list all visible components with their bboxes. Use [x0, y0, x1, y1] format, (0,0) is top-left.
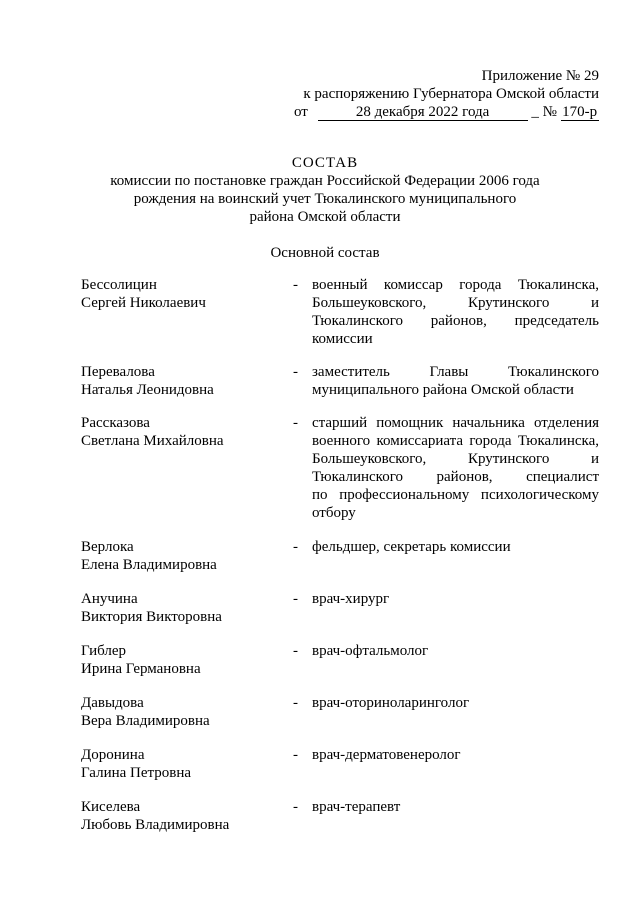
title-line-2: рождения на воинский учет Тюкалинского муниципального [133, 191, 517, 207]
role-line: Большеуковского, Крутинского и [312, 295, 599, 311]
member-dash: - [293, 747, 298, 763]
member-role [312, 414, 599, 522]
member-role [312, 798, 599, 816]
role-line: комиссии [312, 331, 373, 347]
member-dash: - [293, 799, 298, 815]
member-given-name: Вера Владимировна [81, 713, 210, 729]
appendix-number: Приложение № 29 [481, 68, 599, 84]
member-dash: - [293, 539, 298, 555]
member-dash: - [293, 415, 298, 431]
appendix-order-number: 170-р [562, 104, 598, 120]
role-line: врач-дерматовенеролог [312, 747, 461, 763]
member-surname: Рассказова [81, 415, 150, 431]
title-line-3: района Омской области [249, 209, 401, 225]
role-line: Тюкалинского районов, председатель [312, 313, 599, 329]
appendix-reference: к распоряжению Губернатора Омской области [303, 86, 599, 102]
member-dash: - [293, 277, 298, 293]
member-role [312, 538, 599, 556]
role-line: фельдшер, секретарь комиссии [312, 539, 511, 555]
member-name [81, 363, 281, 399]
member-given-name: Галина Петровна [81, 765, 192, 781]
role-line: муниципального района Омской области [312, 382, 574, 398]
role-line: врач-терапевт [312, 799, 401, 815]
role-line: старший помощник начальника отделения [312, 415, 599, 431]
role-line: врач-офтальмолог [312, 643, 429, 659]
member-dash: - [293, 364, 298, 380]
member-given-name: Елена Владимировна [81, 557, 217, 573]
appendix-date: 28 декабря 2022 года [318, 104, 528, 121]
role-line: врач-оториноларинголог [312, 695, 470, 711]
member-name [81, 746, 281, 782]
member-dash: - [293, 643, 298, 659]
member-role [312, 363, 599, 399]
member-role [312, 746, 599, 764]
role-line: врач-хирург [312, 591, 390, 607]
role-line: военного комиссариата города Тюкалинска, [312, 433, 599, 449]
title-main: СОСТАВ [291, 155, 359, 171]
member-name [81, 414, 281, 450]
title-line-1: комиссии по постановке граждан Российской Федерации 2006 года [110, 173, 540, 189]
member-name [81, 590, 281, 626]
member-role [312, 694, 599, 712]
member-name [81, 538, 281, 574]
section-subtitle: Основной состав [270, 245, 380, 261]
number-label: _ № [531, 104, 557, 120]
role-line: военный комиссар города Тюкалинска, [312, 277, 599, 293]
role-line: по профессиональному психологическому [312, 487, 599, 503]
member-name [81, 276, 281, 312]
from-label: от [294, 104, 308, 120]
member-given-name: Ирина Германовна [81, 661, 201, 677]
member-given-name: Любовь Владимировна [81, 817, 230, 833]
member-name [81, 798, 281, 834]
member-surname: Доронина [81, 747, 145, 763]
member-given-name: Светлана Михайловна [81, 433, 224, 449]
member-dash: - [293, 591, 298, 607]
role-line: Тюкалинского районов, специалист [312, 469, 599, 485]
appendix-date-line [294, 102, 599, 122]
member-surname: Давыдова [81, 695, 144, 711]
member-surname: Бессолицин [81, 277, 157, 293]
member-surname: Киселева [81, 799, 141, 815]
member-role [312, 276, 599, 348]
member-given-name: Наталья Леонидовна [81, 382, 214, 398]
member-name [81, 694, 281, 730]
member-dash: - [293, 695, 298, 711]
member-surname: Перевалова [81, 364, 155, 380]
member-surname: Гиблер [81, 643, 127, 659]
member-surname: Верлока [81, 539, 134, 555]
member-given-name: Сергей Николаевич [81, 295, 206, 311]
role-line: отбору [312, 505, 356, 521]
member-role [312, 642, 599, 660]
member-role [312, 590, 599, 608]
role-line: заместитель Главы Тюкалинского [312, 364, 599, 380]
role-line: Большеуковского, Крутинского и [312, 451, 599, 467]
member-given-name: Виктория Викторовна [81, 609, 222, 625]
document-title [60, 154, 590, 226]
member-name [81, 642, 281, 678]
member-surname: Анучина [81, 591, 138, 607]
